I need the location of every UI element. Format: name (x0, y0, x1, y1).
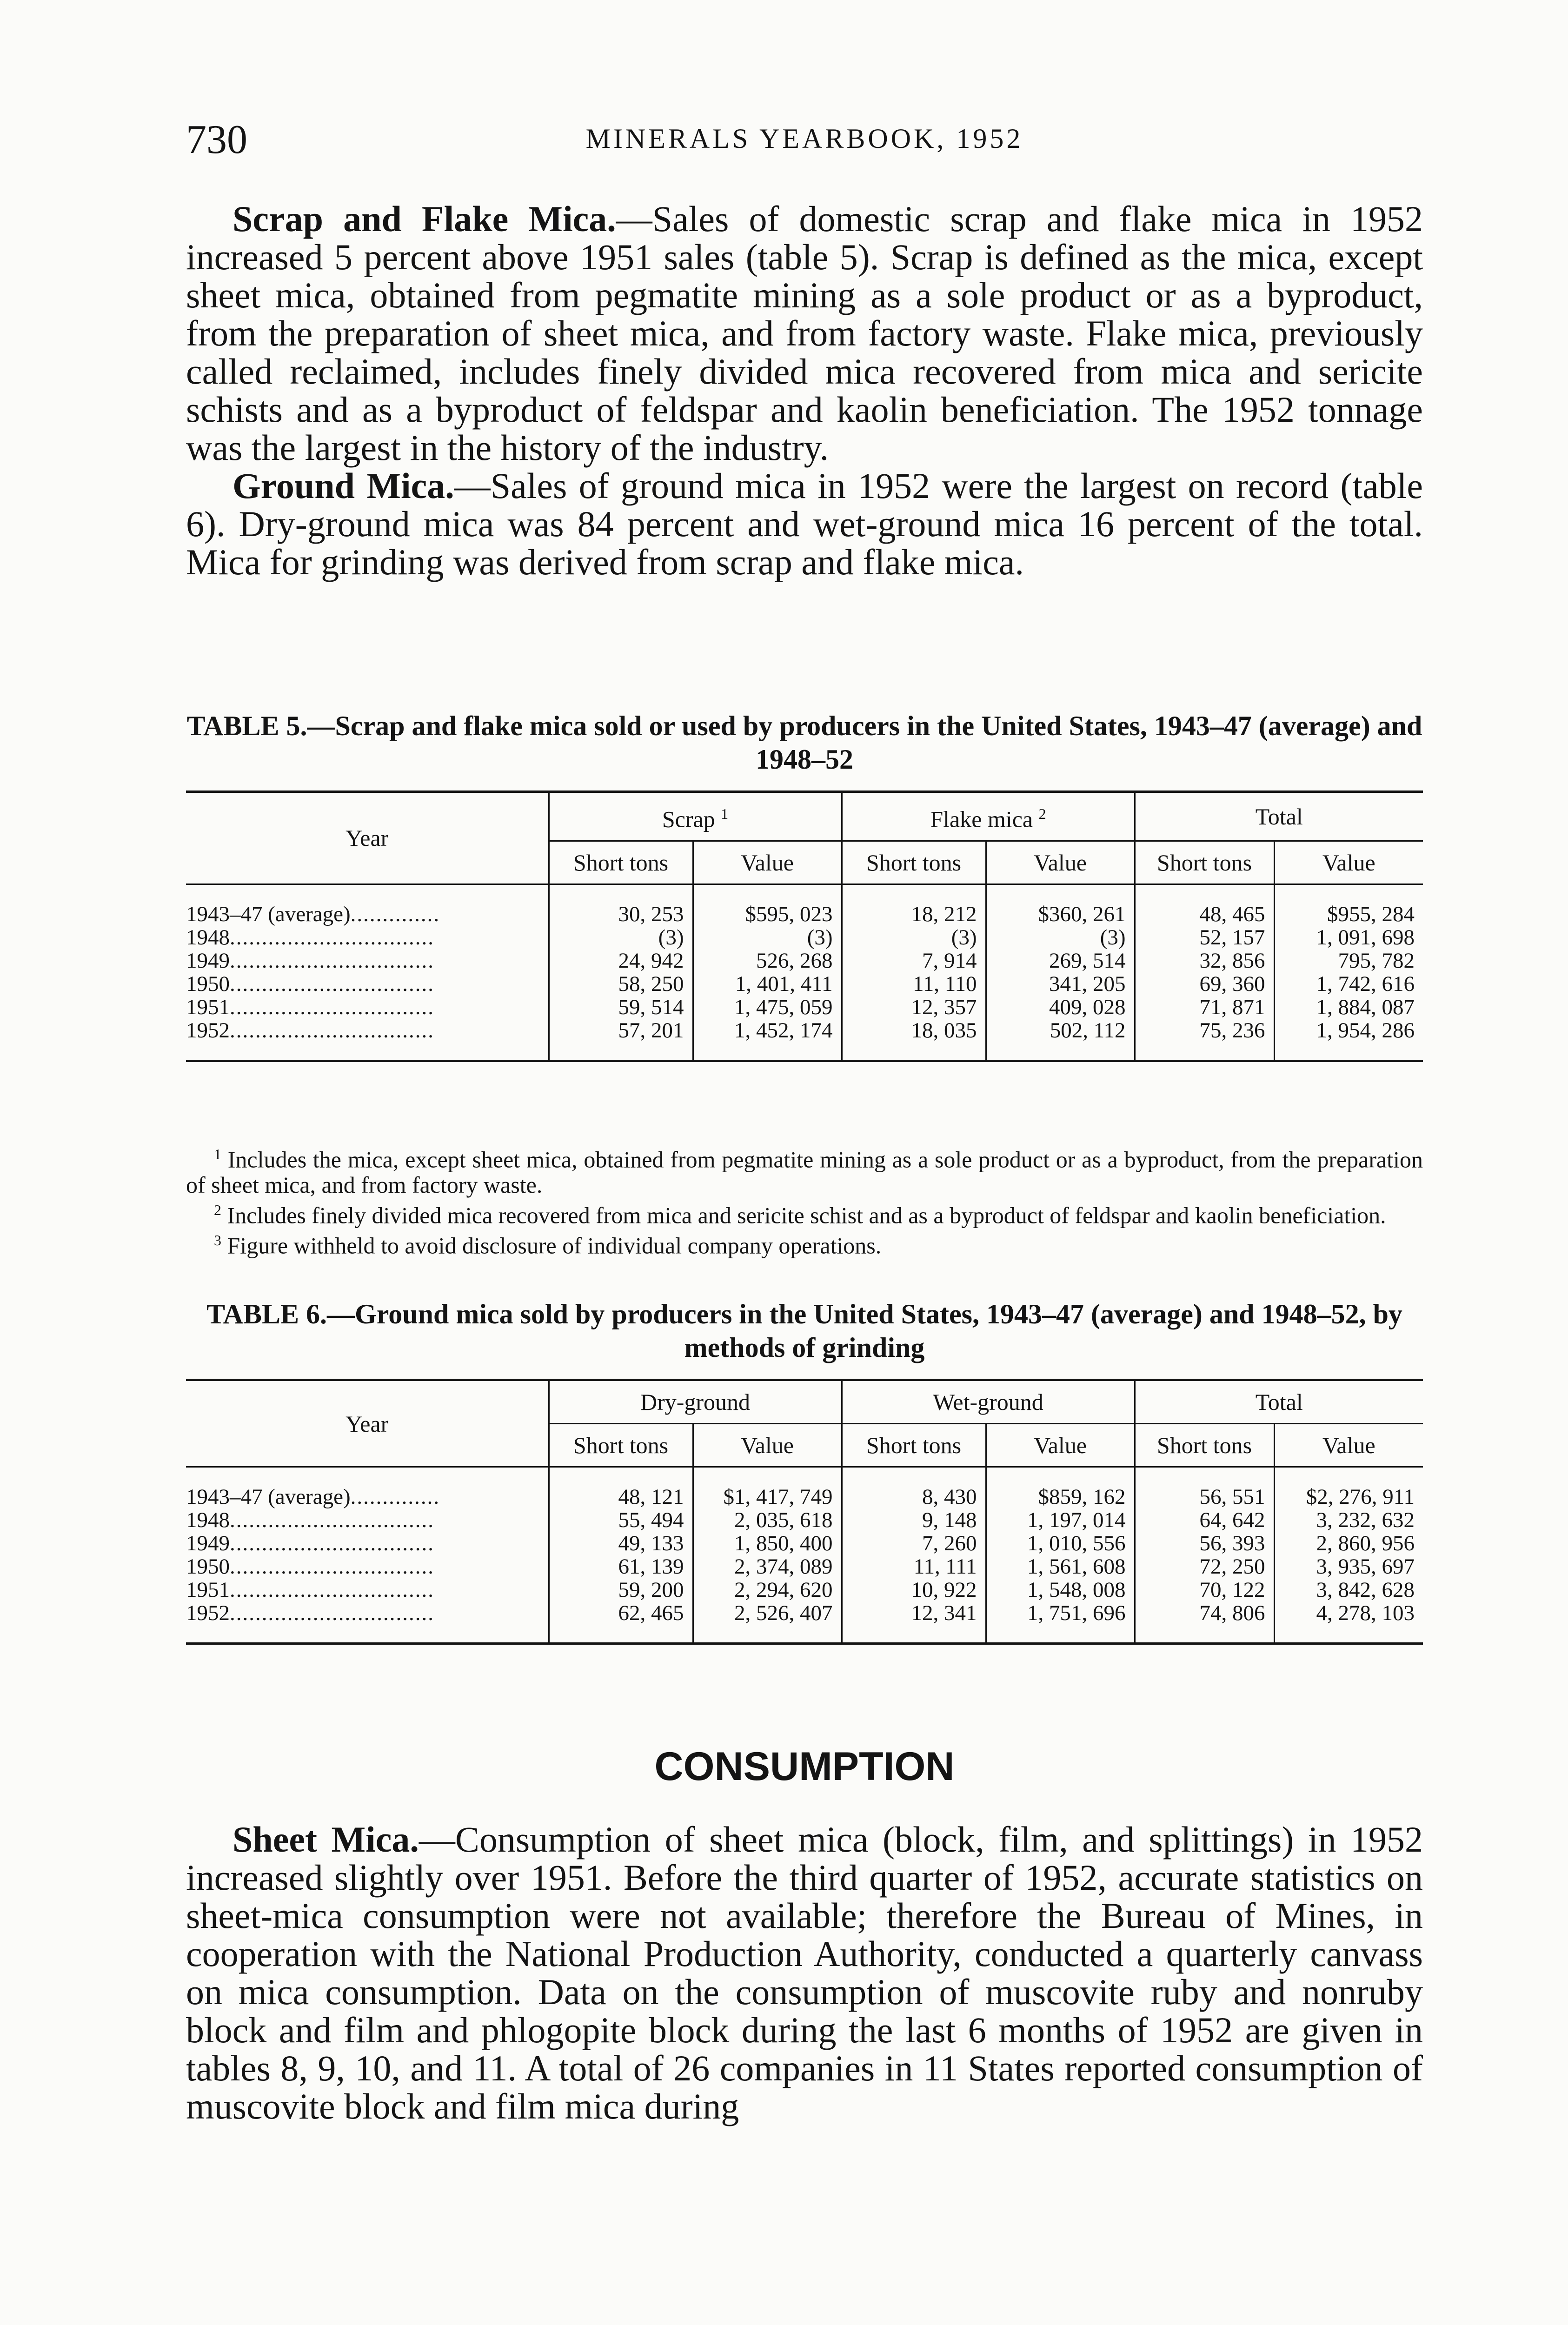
footnote: $^2$ Includes finely divided mica recovered from mica and sericite schist and as a byproduct of feldspar and kaolin beneficiation. (214, 1201, 1386, 1229)
table6 (186, 1379, 1423, 1645)
table6-cell: 1, 010, 556 (986, 1532, 1135, 1555)
table6-subhead: Value (693, 1424, 842, 1467)
table5-group-total: Total (1135, 792, 1423, 841)
table5-cell: 7, 914 (842, 949, 986, 972)
table6-cell: 11, 111 (842, 1555, 986, 1578)
table6-cell: $2, 276, 911 (1274, 1467, 1423, 1509)
table6-cell: 2, 374, 089 (693, 1555, 842, 1578)
table5-cell: $595, 023 (693, 884, 842, 926)
table6-cell: 2, 294, 620 (693, 1578, 842, 1601)
table5-year: 1951................................ (186, 995, 434, 1019)
table5-cell: 69, 360 (1135, 972, 1274, 996)
consumption-text (186, 1820, 1423, 2126)
table5-cell: $955, 284 (1274, 884, 1423, 926)
table5-cell: (3) (693, 926, 842, 949)
table-row (186, 884, 1423, 926)
sheet-mica-head: Sheet Mica. (233, 1819, 419, 1860)
table-row (186, 926, 1423, 949)
table5-subhead: Short tons (842, 841, 986, 884)
table5 (186, 790, 1423, 1062)
table6-year: 1948................................ (186, 1508, 434, 1532)
table5-cell: 1, 742, 616 (1274, 972, 1423, 996)
table6-subhead: Short tons (842, 1424, 986, 1467)
table6-year: 1950................................ (186, 1555, 434, 1578)
table6-cell: 12, 341 (842, 1601, 986, 1644)
table5-cell: 58, 250 (549, 972, 693, 996)
page-number: 730 (186, 117, 247, 162)
table-row (186, 1508, 1423, 1532)
table6-group-wet: Wet-ground (842, 1380, 1135, 1424)
table5-cell: (3) (986, 926, 1135, 949)
table6-year: 1949................................ (186, 1532, 434, 1555)
table5-subhead: Short tons (1135, 841, 1274, 884)
table5-cell: 1, 954, 286 (1274, 1019, 1423, 1061)
sheet-mica-paragraph (186, 1820, 1423, 2126)
table5-subhead: Value (693, 841, 842, 884)
table6-cell: $1, 417, 749 (693, 1467, 842, 1509)
table6-cell: 3, 935, 697 (1274, 1555, 1423, 1578)
table-row (186, 1532, 1423, 1555)
footnote-mark: 1 (721, 805, 729, 822)
table6-cell: 59, 200 (549, 1578, 693, 1601)
table5-cell: 1, 884, 087 (1274, 996, 1423, 1019)
page-header (186, 116, 1423, 163)
table5-cell: 18, 035 (842, 1019, 986, 1061)
table5-year: 1949................................ (186, 949, 434, 972)
table5-footnotes (186, 1142, 1423, 1258)
table5-group-flake: Flake mica $^2$ (842, 792, 1135, 841)
footnote: $^1$ Includes the mica, except sheet mica, obtained from pegmatite mining as a sole product or as a byproduct, from the preparation of sheet mica, and from factory waste. (186, 1146, 1423, 1198)
table5-subhead: Value (986, 841, 1135, 884)
table6-cell: 7, 260 (842, 1532, 986, 1555)
table6-cell: 74, 806 (1135, 1601, 1274, 1644)
table5-cell: 32, 856 (1135, 949, 1274, 972)
table5-cell: 409, 028 (986, 996, 1135, 1019)
table6-cell: 49, 133 (549, 1532, 693, 1555)
table6-cell: 1, 548, 008 (986, 1578, 1135, 1601)
table5-label: TABLE 5. (186, 711, 307, 741)
table5-cell: 57, 201 (549, 1019, 693, 1061)
table6-cell: 1, 751, 696 (986, 1601, 1135, 1644)
table5-cell: 1, 091, 698 (1274, 926, 1423, 949)
table6-cell: 2, 860, 956 (1274, 1532, 1423, 1555)
scrap-flake-text: —Sales of domestic scrap and flake mica in 1952 increased 5 percent above 1951 sales (table 5). Scrap is defined as the mica, except sheet mica, obtained from pegmatite mining as a sole product or as a byproduct, from the preparation of sheet mica, and from factory waste. Flake mica, previously called reclaimed, includes finely divided mica recovered from mica and sericite schists and as a byproduct of feldspar and kaolin beneficiation. The 1952 tonnage was the largest in the history of the industry. (186, 199, 1423, 468)
table5-cell: 11, 110 (842, 972, 986, 996)
table5-cell: 341, 205 (986, 972, 1135, 996)
table5-cell: 1, 475, 059 (693, 996, 842, 1019)
table-row (186, 1467, 1423, 1509)
table6-cell: 72, 250 (1135, 1555, 1274, 1578)
table6-cell: 61, 139 (549, 1555, 693, 1578)
scrap-flake-head: Scrap and Flake Mica. (233, 199, 616, 239)
sheet-mica-text: —Consumption of sheet mica (block, film, and splittings) in 1952 increased slightly over 1951. Before the third quarter of 1952, accurate statistics on sheet-mica consumption were not available; therefore the Bureau of Mines, in cooperation with the National Production Authority, conducted a quarterly canvass on mica consumption. Data on the consumption of muscovite ruby and nonruby block and film and phlogopite block during the last 6 months of 1952 are given in tables 8, 9, 10, and 11. A total of 26 companies in 11 States reported consumption of muscovite block and film mica during (186, 1819, 1423, 2126)
table5-cell: 59, 514 (549, 996, 693, 1019)
table6-subhead: Value (1274, 1424, 1423, 1467)
table6-cell: 1, 197, 014 (986, 1508, 1135, 1532)
table5-cell: 502, 112 (986, 1019, 1135, 1061)
table5-subhead: Value (1274, 841, 1423, 884)
table6-year: 1952................................ (186, 1601, 434, 1625)
table6-cell: 1, 850, 400 (693, 1532, 842, 1555)
table5-cell: 12, 357 (842, 996, 986, 1019)
table6-cell: 48, 121 (549, 1467, 693, 1509)
table6-cell: 64, 642 (1135, 1508, 1274, 1532)
table5-cell: 48, 465 (1135, 884, 1274, 926)
table6-cell: 56, 551 (1135, 1467, 1274, 1509)
table5-caption (186, 709, 1423, 776)
table5-year: 1948................................ (186, 925, 434, 949)
table5-cell: (3) (842, 926, 986, 949)
table6-subhead: Short tons (1135, 1424, 1274, 1467)
table6-cell: 56, 393 (1135, 1532, 1274, 1555)
table5-cell: 18, 212 (842, 884, 986, 926)
table6-cell: 70, 122 (1135, 1578, 1274, 1601)
table5-subhead: Short tons (549, 841, 693, 884)
table5-cell: $360, 261 (986, 884, 1135, 926)
table6-cell: 55, 494 (549, 1508, 693, 1532)
table6-cell: 2, 035, 618 (693, 1508, 842, 1532)
table6-cell: 3, 842, 628 (1274, 1578, 1423, 1601)
table6-subhead: Short tons (549, 1424, 693, 1467)
table-row (186, 1555, 1423, 1578)
table5-cell: 30, 253 (549, 884, 693, 926)
table5-cell: 71, 871 (1135, 996, 1274, 1019)
table5-cell: 24, 942 (549, 949, 693, 972)
table5-cell: 795, 782 (1274, 949, 1423, 972)
footnote: $^3$ Figure withheld to avoid disclosure of individual company operations. (214, 1232, 882, 1259)
ground-mica-paragraph (186, 467, 1423, 581)
section-heading-consumption: CONSUMPTION (654, 1744, 955, 1789)
table5-year-header: Year (186, 792, 549, 884)
table-row (186, 972, 1423, 996)
footnote-mark: 2 (1038, 805, 1046, 822)
table5-title: —Scrap and flake mica sold or used by producers in the United States, 1943–47 (average) and 1948–52 (307, 711, 1422, 775)
table5-cell: 269, 514 (986, 949, 1135, 972)
table5-year: 1950................................ (186, 972, 434, 996)
table5-year: 1943–47 (average).............. (186, 902, 440, 926)
intro-text (186, 200, 1423, 581)
table5-cell: 1, 401, 411 (693, 972, 842, 996)
table-row (186, 1578, 1423, 1601)
table5-year: 1952................................ (186, 1018, 434, 1043)
table6-cell: 2, 526, 407 (693, 1601, 842, 1644)
table6-cell: 4, 278, 103 (1274, 1601, 1423, 1644)
table6-year: 1951................................ (186, 1578, 434, 1601)
table5-cell: (3) (549, 926, 693, 949)
table6-cell: 1, 561, 608 (986, 1555, 1135, 1578)
table6-year: 1943–47 (average).............. (186, 1485, 440, 1508)
table5-cell: 75, 236 (1135, 1019, 1274, 1061)
table6-cell: 62, 465 (549, 1601, 693, 1644)
table5-cell: 52, 157 (1135, 926, 1274, 949)
table5-cell: 1, 452, 174 (693, 1019, 842, 1061)
table-row (186, 1601, 1423, 1644)
ground-mica-head: Ground Mica. (233, 465, 454, 506)
table5-cell: 526, 268 (693, 949, 842, 972)
table-row (186, 1019, 1423, 1061)
scrap-flake-paragraph (186, 200, 1423, 467)
table-row (186, 949, 1423, 972)
table5-group-scrap: Scrap $^1$ (549, 792, 842, 841)
table6-subhead: Value (986, 1424, 1135, 1467)
table6-title: —Ground mica sold by producers in the United States, 1943–47 (average) and 1948–52, by methods of grinding (327, 1299, 1402, 1363)
table6-group-total: Total (1135, 1380, 1423, 1424)
table6-cell: $859, 162 (986, 1467, 1135, 1509)
table6-label: TABLE 6. (206, 1299, 327, 1329)
table6-year-header: Year (186, 1380, 549, 1467)
running-head: MINERALS YEARBOOK, 1952 (585, 123, 1023, 154)
table6-cell: 10, 922 (842, 1578, 986, 1601)
table6-cell: 9, 148 (842, 1508, 986, 1532)
table6-caption (186, 1297, 1423, 1364)
table6-cell: 8, 430 (842, 1467, 986, 1509)
ground-mica-text: —Sales of ground mica in 1952 were the largest on record (table 6). Dry-ground mica was 84 percent and wet-ground mica 16 percent of the total. Mica for grinding was derived from scrap and flake mica. (186, 465, 1423, 582)
table-row (186, 996, 1423, 1019)
table6-group-dry: Dry-ground (549, 1380, 842, 1424)
table6-cell: 3, 232, 632 (1274, 1508, 1423, 1532)
